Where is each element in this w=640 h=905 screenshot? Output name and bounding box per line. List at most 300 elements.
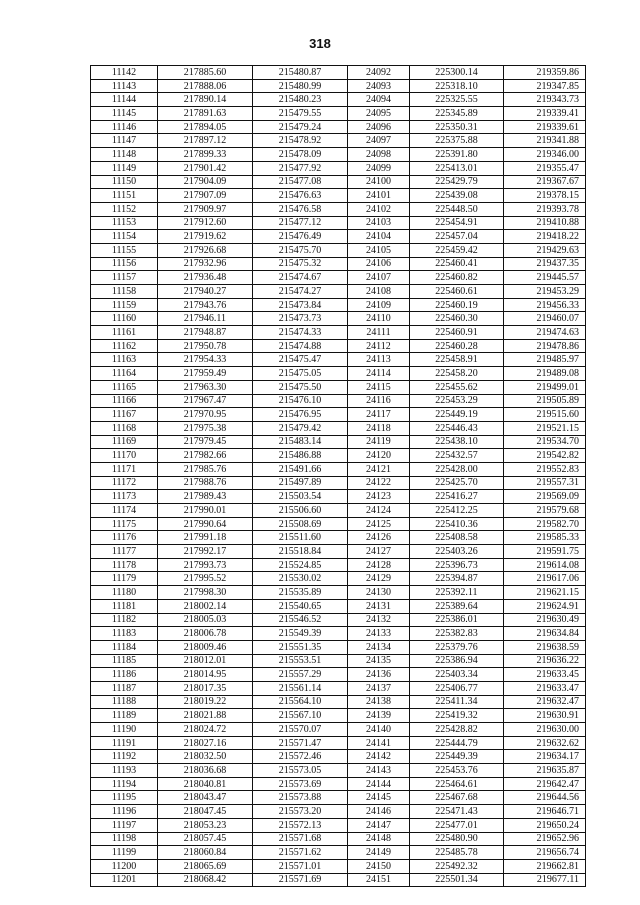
y-right-cell: 219617.06 xyxy=(504,572,586,586)
y-right-cell: 219630.49 xyxy=(504,613,586,627)
point-id-right-cell: 24127 xyxy=(348,545,410,559)
point-id-left-cell: 11189 xyxy=(91,709,158,723)
point-id-right-cell: 24095 xyxy=(348,107,410,121)
y-right-cell: 219485.97 xyxy=(504,353,586,367)
y-left-cell: 215530.02 xyxy=(253,572,348,586)
x-left-cell: 217988.76 xyxy=(158,476,253,490)
x-right-cell: 225460.30 xyxy=(410,312,504,326)
y-left-cell: 215486.88 xyxy=(253,449,348,463)
table-row xyxy=(91,599,586,613)
point-id-right-cell: 24140 xyxy=(348,723,410,737)
point-id-left-cell: 11171 xyxy=(91,462,158,476)
point-id-right-cell: 24133 xyxy=(348,627,410,641)
table-row xyxy=(91,558,586,572)
y-right-cell: 219474.63 xyxy=(504,326,586,340)
x-left-cell: 217991.18 xyxy=(158,531,253,545)
x-right-cell: 225403.34 xyxy=(410,668,504,682)
y-left-cell: 215571.69 xyxy=(253,873,348,887)
table-row xyxy=(91,695,586,709)
y-left-cell: 215474.67 xyxy=(253,271,348,285)
y-left-cell: 215511.60 xyxy=(253,531,348,545)
x-left-cell: 217897.12 xyxy=(158,134,253,148)
x-left-cell: 217967.47 xyxy=(158,394,253,408)
point-id-right-cell: 24120 xyxy=(348,449,410,463)
point-id-right-cell: 24102 xyxy=(348,202,410,216)
y-left-cell: 215479.24 xyxy=(253,120,348,134)
point-id-right-cell: 24109 xyxy=(348,298,410,312)
x-right-cell: 225406.77 xyxy=(410,681,504,695)
table-row xyxy=(91,175,586,189)
x-left-cell: 218019.22 xyxy=(158,695,253,709)
x-right-cell: 225432.57 xyxy=(410,449,504,463)
point-id-right-cell: 24151 xyxy=(348,873,410,887)
point-id-left-cell: 11145 xyxy=(91,107,158,121)
y-right-cell: 219367.67 xyxy=(504,175,586,189)
y-left-cell: 215508.69 xyxy=(253,517,348,531)
point-id-left-cell: 11143 xyxy=(91,79,158,93)
table-row xyxy=(91,107,586,121)
point-id-right-cell: 24096 xyxy=(348,120,410,134)
y-right-cell: 219635.87 xyxy=(504,764,586,778)
point-id-right-cell: 24145 xyxy=(348,791,410,805)
table-row xyxy=(91,202,586,216)
x-left-cell: 217890.14 xyxy=(158,93,253,107)
point-id-right-cell: 24143 xyxy=(348,764,410,778)
y-left-cell: 215474.27 xyxy=(253,285,348,299)
x-left-cell: 217907.09 xyxy=(158,189,253,203)
x-right-cell: 225455.62 xyxy=(410,380,504,394)
point-id-right-cell: 24144 xyxy=(348,777,410,791)
x-right-cell: 225428.82 xyxy=(410,723,504,737)
y-left-cell: 215571.47 xyxy=(253,736,348,750)
x-left-cell: 217998.30 xyxy=(158,586,253,600)
table-row xyxy=(91,517,586,531)
x-left-cell: 217993.73 xyxy=(158,558,253,572)
point-id-left-cell: 11164 xyxy=(91,367,158,381)
y-right-cell: 219634.17 xyxy=(504,750,586,764)
point-id-left-cell: 11178 xyxy=(91,558,158,572)
point-id-right-cell: 24124 xyxy=(348,504,410,518)
x-left-cell: 217919.62 xyxy=(158,230,253,244)
point-id-right-cell: 24092 xyxy=(348,66,410,80)
point-id-right-cell: 24146 xyxy=(348,805,410,819)
y-right-cell: 219410.88 xyxy=(504,216,586,230)
point-id-right-cell: 24115 xyxy=(348,380,410,394)
x-left-cell: 218024.72 xyxy=(158,723,253,737)
y-left-cell: 215572.13 xyxy=(253,818,348,832)
table-row xyxy=(91,586,586,600)
x-right-cell: 225429.79 xyxy=(410,175,504,189)
table-row xyxy=(91,120,586,134)
y-left-cell: 215571.01 xyxy=(253,859,348,873)
y-left-cell: 215480.87 xyxy=(253,66,348,80)
point-id-left-cell: 11199 xyxy=(91,846,158,860)
point-id-left-cell: 11173 xyxy=(91,490,158,504)
table-row xyxy=(91,859,586,873)
x-right-cell: 225446.43 xyxy=(410,421,504,435)
y-right-cell: 219478.86 xyxy=(504,339,586,353)
x-left-cell: 218047.45 xyxy=(158,805,253,819)
x-right-cell: 225449.39 xyxy=(410,750,504,764)
y-left-cell: 215571.62 xyxy=(253,846,348,860)
x-right-cell: 225460.82 xyxy=(410,271,504,285)
table-row xyxy=(91,709,586,723)
y-right-cell: 219634.84 xyxy=(504,627,586,641)
y-left-cell: 215473.84 xyxy=(253,298,348,312)
point-id-left-cell: 11186 xyxy=(91,668,158,682)
y-right-cell: 219378.15 xyxy=(504,189,586,203)
point-id-left-cell: 11157 xyxy=(91,271,158,285)
point-id-left-cell: 11153 xyxy=(91,216,158,230)
point-id-left-cell: 11170 xyxy=(91,449,158,463)
point-id-left-cell: 11181 xyxy=(91,599,158,613)
table-row xyxy=(91,394,586,408)
x-right-cell: 225459.42 xyxy=(410,243,504,257)
x-right-cell: 225386.94 xyxy=(410,654,504,668)
y-right-cell: 219499.01 xyxy=(504,380,586,394)
x-left-cell: 217932.96 xyxy=(158,257,253,271)
table-row xyxy=(91,627,586,641)
x-right-cell: 225300.14 xyxy=(410,66,504,80)
y-left-cell: 215479.55 xyxy=(253,107,348,121)
x-right-cell: 225350.31 xyxy=(410,120,504,134)
point-id-left-cell: 11193 xyxy=(91,764,158,778)
x-left-cell: 217885.60 xyxy=(158,66,253,80)
y-right-cell: 219339.61 xyxy=(504,120,586,134)
x-right-cell: 225345.89 xyxy=(410,107,504,121)
y-right-cell: 219557.31 xyxy=(504,476,586,490)
point-id-right-cell: 24119 xyxy=(348,435,410,449)
y-right-cell: 219644.56 xyxy=(504,791,586,805)
point-id-right-cell: 24094 xyxy=(348,93,410,107)
point-id-left-cell: 11192 xyxy=(91,750,158,764)
y-right-cell: 219534.70 xyxy=(504,435,586,449)
y-right-cell: 219355.47 xyxy=(504,161,586,175)
x-right-cell: 225453.29 xyxy=(410,394,504,408)
x-left-cell: 218053.23 xyxy=(158,818,253,832)
x-right-cell: 225458.20 xyxy=(410,367,504,381)
point-id-left-cell: 11162 xyxy=(91,339,158,353)
point-id-right-cell: 24107 xyxy=(348,271,410,285)
point-id-right-cell: 24148 xyxy=(348,832,410,846)
x-right-cell: 225444.79 xyxy=(410,736,504,750)
x-right-cell: 225477.01 xyxy=(410,818,504,832)
x-right-cell: 225460.19 xyxy=(410,298,504,312)
y-left-cell: 215475.70 xyxy=(253,243,348,257)
table-row xyxy=(91,777,586,791)
point-id-left-cell: 11182 xyxy=(91,613,158,627)
y-right-cell: 219633.47 xyxy=(504,681,586,695)
x-left-cell: 217982.66 xyxy=(158,449,253,463)
point-id-right-cell: 24134 xyxy=(348,640,410,654)
y-left-cell: 215478.92 xyxy=(253,134,348,148)
table-row xyxy=(91,545,586,559)
x-right-cell: 225438.10 xyxy=(410,435,504,449)
table-row xyxy=(91,148,586,162)
y-right-cell: 219632.62 xyxy=(504,736,586,750)
table-row xyxy=(91,435,586,449)
x-right-cell: 225425.70 xyxy=(410,476,504,490)
point-id-right-cell: 24139 xyxy=(348,709,410,723)
y-left-cell: 215480.23 xyxy=(253,93,348,107)
x-left-cell: 218002.14 xyxy=(158,599,253,613)
x-right-cell: 225480.90 xyxy=(410,832,504,846)
table-row xyxy=(91,79,586,93)
point-id-left-cell: 11195 xyxy=(91,791,158,805)
x-left-cell: 217990.64 xyxy=(158,517,253,531)
point-id-left-cell: 11155 xyxy=(91,243,158,257)
x-left-cell: 217888.06 xyxy=(158,79,253,93)
x-left-cell: 218009.46 xyxy=(158,640,253,654)
y-left-cell: 215567.10 xyxy=(253,709,348,723)
x-right-cell: 225389.64 xyxy=(410,599,504,613)
point-id-right-cell: 24117 xyxy=(348,408,410,422)
y-right-cell: 219453.29 xyxy=(504,285,586,299)
y-left-cell: 215475.05 xyxy=(253,367,348,381)
y-right-cell: 219393.78 xyxy=(504,202,586,216)
point-id-right-cell: 24113 xyxy=(348,353,410,367)
x-right-cell: 225460.28 xyxy=(410,339,504,353)
y-left-cell: 215506.60 xyxy=(253,504,348,518)
table-row xyxy=(91,367,586,381)
table-row xyxy=(91,681,586,695)
y-left-cell: 215573.05 xyxy=(253,764,348,778)
x-left-cell: 218043.47 xyxy=(158,791,253,805)
y-left-cell: 215480.99 xyxy=(253,79,348,93)
x-left-cell: 217912.60 xyxy=(158,216,253,230)
point-id-left-cell: 11147 xyxy=(91,134,158,148)
y-right-cell: 219579.68 xyxy=(504,504,586,518)
x-left-cell: 218032.50 xyxy=(158,750,253,764)
x-right-cell: 225453.76 xyxy=(410,764,504,778)
point-id-right-cell: 24137 xyxy=(348,681,410,695)
x-left-cell: 217901.42 xyxy=(158,161,253,175)
y-right-cell: 219489.08 xyxy=(504,367,586,381)
y-left-cell: 215573.20 xyxy=(253,805,348,819)
x-left-cell: 217990.01 xyxy=(158,504,253,518)
x-left-cell: 217948.87 xyxy=(158,326,253,340)
x-left-cell: 217954.33 xyxy=(158,353,253,367)
point-id-left-cell: 11159 xyxy=(91,298,158,312)
x-left-cell: 217891.63 xyxy=(158,107,253,121)
y-left-cell: 215572.46 xyxy=(253,750,348,764)
point-id-right-cell: 24118 xyxy=(348,421,410,435)
x-right-cell: 225318.10 xyxy=(410,79,504,93)
y-right-cell: 219633.45 xyxy=(504,668,586,682)
x-right-cell: 225375.88 xyxy=(410,134,504,148)
point-id-left-cell: 11175 xyxy=(91,517,158,531)
table-row xyxy=(91,613,586,627)
x-left-cell: 218060.84 xyxy=(158,846,253,860)
y-right-cell: 219624.91 xyxy=(504,599,586,613)
x-right-cell: 225396.73 xyxy=(410,558,504,572)
x-left-cell: 218057.45 xyxy=(158,832,253,846)
x-left-cell: 217909.97 xyxy=(158,202,253,216)
point-id-left-cell: 11196 xyxy=(91,805,158,819)
table-row xyxy=(91,504,586,518)
point-id-right-cell: 24093 xyxy=(348,79,410,93)
table-row xyxy=(91,654,586,668)
point-id-left-cell: 11148 xyxy=(91,148,158,162)
y-right-cell: 219339.41 xyxy=(504,107,586,121)
point-id-left-cell: 11158 xyxy=(91,285,158,299)
table-row xyxy=(91,818,586,832)
y-left-cell: 215540.65 xyxy=(253,599,348,613)
table-row xyxy=(91,572,586,586)
table-row xyxy=(91,846,586,860)
x-right-cell: 225411.34 xyxy=(410,695,504,709)
y-left-cell: 215573.69 xyxy=(253,777,348,791)
point-id-right-cell: 24101 xyxy=(348,189,410,203)
x-right-cell: 225457.04 xyxy=(410,230,504,244)
table-row xyxy=(91,723,586,737)
point-id-right-cell: 24104 xyxy=(348,230,410,244)
table-row xyxy=(91,449,586,463)
y-right-cell: 219630.91 xyxy=(504,709,586,723)
y-left-cell: 215553.51 xyxy=(253,654,348,668)
table-row xyxy=(91,408,586,422)
point-id-right-cell: 24099 xyxy=(348,161,410,175)
y-left-cell: 215479.42 xyxy=(253,421,348,435)
table-row xyxy=(91,531,586,545)
y-right-cell: 219591.75 xyxy=(504,545,586,559)
point-id-left-cell: 11149 xyxy=(91,161,158,175)
point-id-left-cell: 11142 xyxy=(91,66,158,80)
x-left-cell: 217975.38 xyxy=(158,421,253,435)
point-id-right-cell: 24110 xyxy=(348,312,410,326)
point-id-right-cell: 24108 xyxy=(348,285,410,299)
x-left-cell: 217985.76 xyxy=(158,462,253,476)
point-id-left-cell: 11161 xyxy=(91,326,158,340)
x-right-cell: 225410.36 xyxy=(410,517,504,531)
table-row xyxy=(91,380,586,394)
point-id-left-cell: 11190 xyxy=(91,723,158,737)
y-right-cell: 219585.33 xyxy=(504,531,586,545)
point-id-left-cell: 11191 xyxy=(91,736,158,750)
y-left-cell: 215476.10 xyxy=(253,394,348,408)
point-id-left-cell: 11144 xyxy=(91,93,158,107)
y-left-cell: 215478.09 xyxy=(253,148,348,162)
y-left-cell: 215524.85 xyxy=(253,558,348,572)
point-id-right-cell: 24106 xyxy=(348,257,410,271)
point-id-left-cell: 11156 xyxy=(91,257,158,271)
x-left-cell: 217970.95 xyxy=(158,408,253,422)
y-right-cell: 219614.08 xyxy=(504,558,586,572)
y-right-cell: 219515.60 xyxy=(504,408,586,422)
y-right-cell: 219347.85 xyxy=(504,79,586,93)
x-right-cell: 225460.91 xyxy=(410,326,504,340)
point-id-left-cell: 11160 xyxy=(91,312,158,326)
x-right-cell: 225412.25 xyxy=(410,504,504,518)
y-right-cell: 219582.70 xyxy=(504,517,586,531)
table-row xyxy=(91,750,586,764)
table-row xyxy=(91,257,586,271)
table-row xyxy=(91,791,586,805)
point-id-right-cell: 24132 xyxy=(348,613,410,627)
y-left-cell: 215477.12 xyxy=(253,216,348,230)
y-right-cell: 219621.15 xyxy=(504,586,586,600)
x-left-cell: 217894.05 xyxy=(158,120,253,134)
x-right-cell: 225458.91 xyxy=(410,353,504,367)
point-id-left-cell: 11150 xyxy=(91,175,158,189)
point-id-right-cell: 24097 xyxy=(348,134,410,148)
x-left-cell: 218021.88 xyxy=(158,709,253,723)
y-left-cell: 215474.33 xyxy=(253,326,348,340)
point-id-right-cell: 24138 xyxy=(348,695,410,709)
point-id-left-cell: 11194 xyxy=(91,777,158,791)
x-right-cell: 225392.11 xyxy=(410,586,504,600)
point-id-left-cell: 11183 xyxy=(91,627,158,641)
point-id-left-cell: 11179 xyxy=(91,572,158,586)
y-left-cell: 215518.84 xyxy=(253,545,348,559)
x-right-cell: 225464.61 xyxy=(410,777,504,791)
x-right-cell: 225492.32 xyxy=(410,859,504,873)
y-left-cell: 215503.54 xyxy=(253,490,348,504)
y-left-cell: 215557.29 xyxy=(253,668,348,682)
table-row xyxy=(91,421,586,435)
point-id-right-cell: 24112 xyxy=(348,339,410,353)
y-right-cell: 219638.59 xyxy=(504,640,586,654)
x-right-cell: 225501.34 xyxy=(410,873,504,887)
x-right-cell: 225325.55 xyxy=(410,93,504,107)
x-right-cell: 225416.27 xyxy=(410,490,504,504)
y-left-cell: 215546.52 xyxy=(253,613,348,627)
y-left-cell: 215570.07 xyxy=(253,723,348,737)
point-id-left-cell: 11146 xyxy=(91,120,158,134)
point-id-right-cell: 24122 xyxy=(348,476,410,490)
x-right-cell: 225386.01 xyxy=(410,613,504,627)
x-left-cell: 218017.35 xyxy=(158,681,253,695)
table-row xyxy=(91,230,586,244)
point-id-left-cell: 11184 xyxy=(91,640,158,654)
y-left-cell: 215573.88 xyxy=(253,791,348,805)
y-left-cell: 215476.49 xyxy=(253,230,348,244)
y-right-cell: 219542.82 xyxy=(504,449,586,463)
y-right-cell: 219505.89 xyxy=(504,394,586,408)
x-left-cell: 218036.68 xyxy=(158,764,253,778)
y-left-cell: 215475.50 xyxy=(253,380,348,394)
point-id-right-cell: 24105 xyxy=(348,243,410,257)
y-left-cell: 215477.08 xyxy=(253,175,348,189)
point-id-left-cell: 11176 xyxy=(91,531,158,545)
x-left-cell: 217979.45 xyxy=(158,435,253,449)
x-right-cell: 225485.78 xyxy=(410,846,504,860)
y-left-cell: 215477.92 xyxy=(253,161,348,175)
table-row xyxy=(91,805,586,819)
x-left-cell: 218040.81 xyxy=(158,777,253,791)
point-id-right-cell: 24100 xyxy=(348,175,410,189)
point-id-right-cell: 24129 xyxy=(348,572,410,586)
x-left-cell: 217943.76 xyxy=(158,298,253,312)
point-id-left-cell: 11165 xyxy=(91,380,158,394)
point-id-left-cell: 11172 xyxy=(91,476,158,490)
x-left-cell: 217963.30 xyxy=(158,380,253,394)
y-right-cell: 219341.88 xyxy=(504,134,586,148)
point-id-right-cell: 24103 xyxy=(348,216,410,230)
point-id-right-cell: 24147 xyxy=(348,818,410,832)
point-id-right-cell: 24135 xyxy=(348,654,410,668)
table-row xyxy=(91,640,586,654)
x-left-cell: 218027.16 xyxy=(158,736,253,750)
y-left-cell: 215497.89 xyxy=(253,476,348,490)
y-right-cell: 219656.74 xyxy=(504,846,586,860)
y-left-cell: 215475.47 xyxy=(253,353,348,367)
table-row xyxy=(91,161,586,175)
point-id-left-cell: 11185 xyxy=(91,654,158,668)
y-right-cell: 219346.00 xyxy=(504,148,586,162)
table-row xyxy=(91,93,586,107)
table-row xyxy=(91,216,586,230)
